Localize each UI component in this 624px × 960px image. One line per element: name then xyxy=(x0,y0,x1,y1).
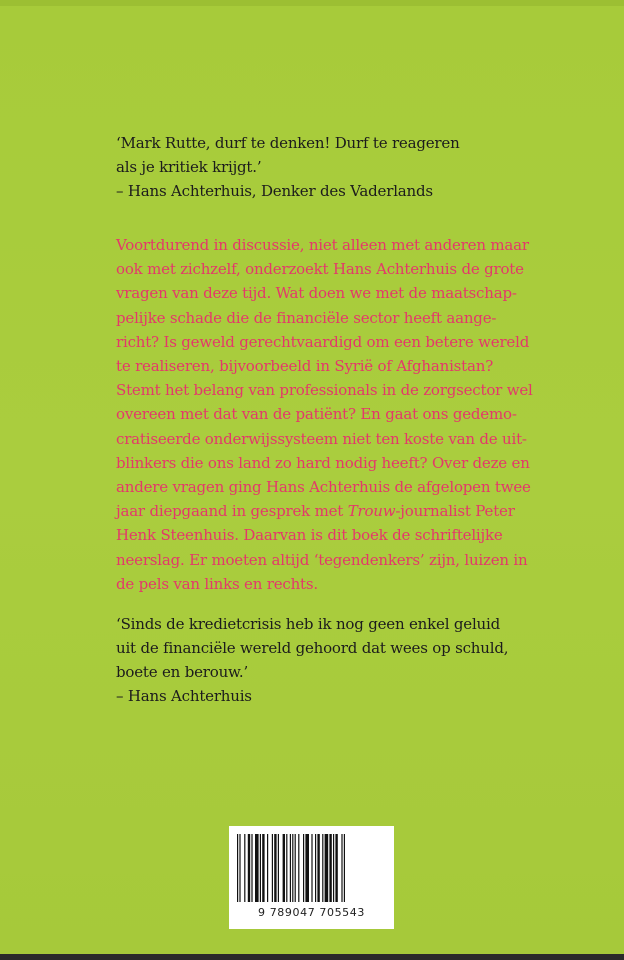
blurb-line: andere vragen ging Hans Achterhuis de afgelopen twee xyxy=(116,478,531,497)
blurb-text xyxy=(116,233,536,596)
blurb-line: cratiseerde onderwijssysteem niet ten koste van de uit- xyxy=(116,429,527,448)
barcode-bar xyxy=(272,834,273,902)
cover-top-edge xyxy=(0,0,624,6)
barcode-bar xyxy=(251,834,252,902)
barcode-bar xyxy=(278,834,279,902)
barcode-bar xyxy=(248,834,250,902)
barcode-bar xyxy=(274,834,276,902)
barcode-bar xyxy=(290,834,291,902)
cover-bottom-edge xyxy=(0,954,624,960)
barcode-bar xyxy=(295,834,296,902)
blurb-line: neerslag. Er moeten altijd ‘tegendenkers’ zijn, luizen in xyxy=(116,550,528,569)
barcode-bar xyxy=(329,834,331,902)
blurb-line xyxy=(116,499,536,523)
quote-line: ‘Sinds de kredietcrisis heb ik nog geen enkel geluid xyxy=(116,615,501,633)
barcode-bars xyxy=(229,826,394,906)
blurb-line: de pels van links en rechts. xyxy=(116,574,318,593)
blurb-line: Henk Steenhuis. Daarvan is dit boek de schriftelijke xyxy=(116,526,503,545)
quote-line: als je kritiek krijgt.’ xyxy=(116,158,262,176)
blurb-line: ook met zichzelf, onderzoekt Hans Achterhuis de grote xyxy=(116,260,524,279)
quote-attribution: – Hans Achterhuis, Denker des Vaderlands xyxy=(116,182,433,200)
barcode-bar xyxy=(333,834,334,902)
isbn-number: 9 789047 705543 xyxy=(258,906,365,919)
blurb-line: Voortdurend in discussie, niet alleen met anderen maar xyxy=(116,236,529,254)
barcode-bar xyxy=(267,834,268,902)
barcode-bar xyxy=(286,834,287,902)
blurb-line: overeen met dat van de patiënt? En gaat ons gedemo- xyxy=(116,405,517,424)
barcode-bar xyxy=(344,834,345,902)
barcode-bar xyxy=(305,834,309,902)
blurb-line: vragen van deze tijd. Wat doen we met de maatschap- xyxy=(116,284,517,303)
blurb-line: richt? Is geweld gerechtvaardigd om een betere wereld xyxy=(116,332,530,351)
barcode-bar xyxy=(335,834,337,902)
barcode-bar xyxy=(244,834,245,902)
barcode-bar xyxy=(315,834,316,902)
quote-line: uit de financiële wereld gehoord dat wees op schuld, xyxy=(116,639,509,657)
isbn-barcode xyxy=(229,826,394,929)
barcode-bar xyxy=(317,834,319,902)
barcode-bar xyxy=(237,834,238,902)
barcode-bar xyxy=(283,834,285,902)
barcode-bar xyxy=(322,834,323,902)
blurb-line: Stemt het belang van professionals in de zorgsector wel xyxy=(116,381,533,400)
blurb-segment: -journalist Peter xyxy=(395,502,515,521)
barcode-bar xyxy=(260,834,261,902)
bottom-quote xyxy=(116,612,536,708)
quote-line: boete en berouw.’ xyxy=(116,663,249,681)
barcode-bar xyxy=(303,834,304,902)
barcode-bar xyxy=(292,834,293,902)
barcode-bar xyxy=(262,834,264,902)
barcode-bar xyxy=(311,834,312,902)
quote-line: ‘Mark Rutte, durf te denken! Durf te reageren xyxy=(116,134,460,152)
barcode-bar xyxy=(298,834,299,902)
newspaper-name: Trouw xyxy=(347,502,396,521)
barcode-bar xyxy=(325,834,329,902)
barcode-bar xyxy=(341,834,342,902)
barcode-bar xyxy=(239,834,240,902)
quote-attribution: – Hans Achterhuis xyxy=(116,687,252,705)
blurb-line: te realiseren, bijvoorbeeld in Syrië of Afghanistan? xyxy=(116,357,494,376)
blurb-segment: jaar diepgaand in gesprek met xyxy=(116,502,344,521)
top-quote xyxy=(116,131,536,203)
blurb-line: blinkers die ons land zo hard nodig heeft? Over deze en xyxy=(116,453,530,472)
blurb-line: pelijke schade die de financiële sector heeft aange- xyxy=(116,308,497,327)
barcode-bar xyxy=(255,834,259,902)
